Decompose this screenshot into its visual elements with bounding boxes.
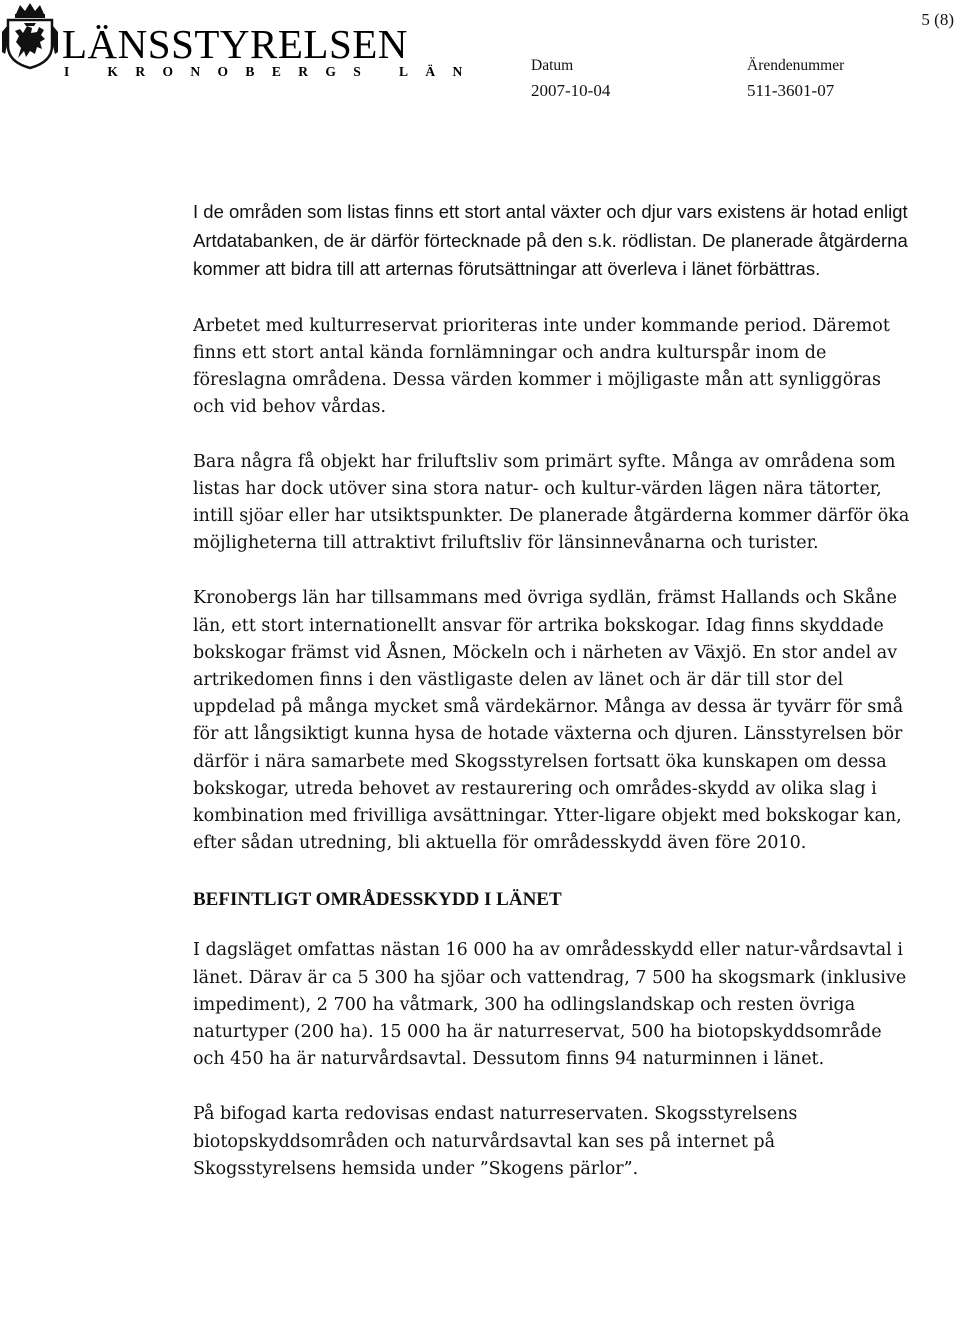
case-number-value: 511-3601-07	[747, 81, 835, 100]
logo-name: LÄNSSTYRELSEN	[62, 21, 408, 67]
date-value: 2007-10-04	[531, 81, 611, 100]
document-body	[193, 198, 913, 1183]
date-label: Datum	[531, 57, 574, 74]
paragraph: På bifogad karta redovisas endast naturreservaten. Skogsstyrelsens biotopskyddsområden och naturvårdsavtal kan ses på internet på Skogsstyrelsens hemsida under ”Skogens pärlor”.	[193, 1104, 798, 1179]
paragraph: Arbetet med kulturreservat prioriteras inte under kommande period. Däremot finns ett stort antal kända fornlämningar och andra kulturspår inom de föreslagna områdena. Dessa värden kommer i möjligaste mån att synliggöras och vid behov vårdas.	[193, 315, 890, 418]
lion-crest-icon	[2, 2, 58, 70]
section-heading: BEFINTLIGT OMRÅDESSKYDD I LÄNET	[193, 889, 562, 911]
logo-county: I KRONOBERGS LÄN	[64, 64, 480, 79]
page-number: 5 (8)	[921, 10, 954, 29]
case-number-label: Ärendenummer	[747, 57, 845, 74]
paragraph: I de områden som listas finns ett stort antal växter och djur vars existens är hotad enligt Artdatabanken, de är därför förtecknade på den s.k. rödlistan. De planerade åtgärderna kommer att bidra till att arternas förutsättningar att överleva i länet förbättras.	[193, 201, 908, 280]
paragraph: I dagsläget omfattas nästan 16 000 ha av områdesskydd eller natur-vårdsavtal i länet. Därav är ca 5 300 ha sjöar och vattendrag, 7 500 ha skogsmark (inklusive impediment), 2 700 ha våtmark, 300 ha odlingslandskap och resten övriga naturtyper (200 ha). 15 000 ha är naturreservat, 500 ha biotopskyddsområde och 450 ha är naturvårdsavtal. Dessutom finns 94 naturminnen i länet.	[193, 940, 907, 1070]
paragraph: Kronobergs län har tillsammans med övriga sydlän, främst Hallands och Skåne län, ett stort internationellt ansvar för artrika bokskogar. Idag finns skyddade bokskogar främst vid Åsnen, Möckeln och i närheten av Växjö. En stor andel av artrikedomen finns i den västligaste delen av länet och är där till stor del uppdelad på många mycket små värdekärnor. Många av dessa är tyvärr för små för att långsiktigt kunna hysa de hotade växterna och djuren. Länsstyrelsen bör därför i nära samarbete med Skogsstyrelsen fortsatt öka kunskapen om dessa bokskogar, utreda behovet av restaurering och områdes-skydd av olika slag i kombination med frivilliga avsättningar. Ytter-ligare objekt med bokskogar kan, efter sådan utredning, bli aktuella för områdesskydd även före 2010.	[193, 588, 904, 854]
paragraph: Bara några få objekt har friluftsliv som primärt syfte. Många av områdena som listas har dock utöver sina stora natur- och kultur-värden lägen nära tätorter, intill sjöar eller har utsiktspunkter. De planerade åtgärderna kommer därför öka möjligheterna till attraktivt friluftsliv för länsinnevånarna och turister.	[193, 451, 910, 554]
